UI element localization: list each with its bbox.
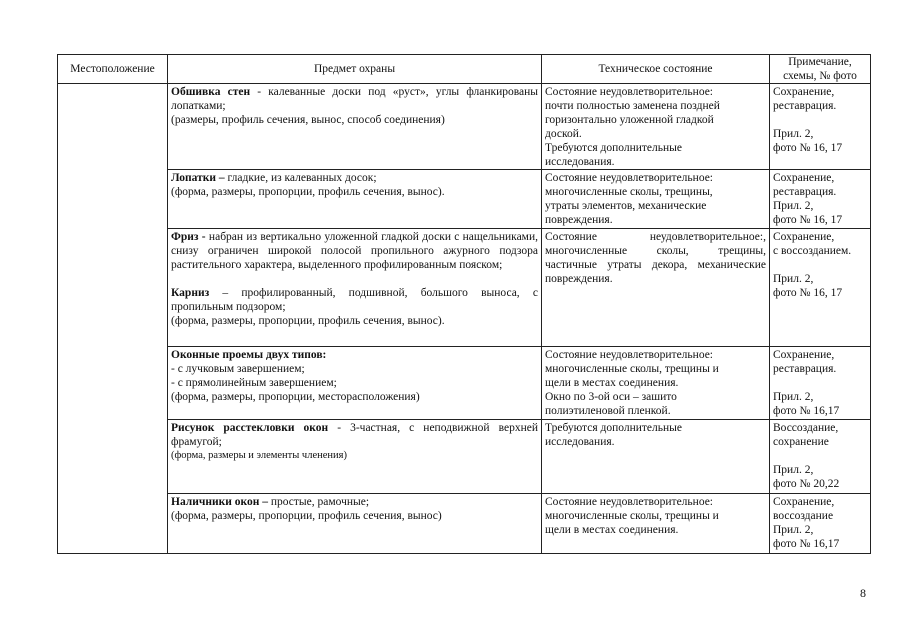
- note-cell: [770, 84, 871, 170]
- note-cell: [770, 420, 871, 494]
- note-line: фото № 16, 17: [773, 142, 843, 154]
- note-line: фото № 16,17: [773, 405, 840, 417]
- condition-cell: [542, 229, 770, 347]
- subject-line: (форма, размеры, пропорции, месторасположения): [171, 391, 420, 403]
- condition-line: Окно по 3-ой оси – зашито: [545, 391, 677, 403]
- subject-cell: [168, 229, 542, 347]
- subject-title: Обшивка стен: [171, 86, 251, 98]
- note-line: Сохранение,: [773, 86, 835, 98]
- condition-cell: [542, 84, 770, 170]
- condition-cell: [542, 347, 770, 420]
- condition-line: доской.: [545, 128, 582, 140]
- subject-title: Наличники окон –: [171, 496, 268, 508]
- condition-line: повреждения.: [545, 214, 613, 226]
- note-line: Прил. 2,: [773, 200, 814, 212]
- condition-line: исследования.: [545, 436, 615, 448]
- subject-params: (размеры, профиль сечения, вынос, способ соединения): [171, 114, 445, 126]
- subject-text: простые, рамочные;: [267, 496, 370, 508]
- condition-line: щели в местах соединения.: [545, 377, 679, 389]
- subject-cell: [168, 420, 542, 494]
- subject-params: (форма, размеры, пропорции, профиль сечения, вынос).: [171, 186, 445, 198]
- condition-cell: [542, 494, 770, 554]
- note-cell: [770, 170, 871, 229]
- note-line: сохранение: [773, 436, 829, 448]
- condition-line: горизонтально уложенной гладкой: [545, 114, 714, 126]
- note-cell: [770, 347, 871, 420]
- subject-params: (форма, размеры, пропорции, профиль сечения, вынос).: [171, 315, 445, 327]
- table-row: [58, 494, 871, 554]
- subject-cell: [168, 84, 542, 170]
- condition-line: почти полностью заменена поздней: [545, 100, 720, 112]
- subject-cell: [168, 494, 542, 554]
- note-line: с воссозданием.: [773, 245, 852, 257]
- note-line: Прил. 2,: [773, 391, 814, 403]
- condition-line: щели в местах соединения.: [545, 524, 679, 536]
- note-line: Сохранение,: [773, 172, 835, 184]
- subject-text: - 3-частная, с неподвижной верхней фрамугой;: [171, 422, 538, 448]
- condition-line: Состояние неудовлетворительное:: [545, 86, 714, 98]
- condition-line: Состояние неудовлетворительное:: [545, 496, 714, 508]
- note-line: фото № 16, 17: [773, 214, 843, 226]
- table-row: [58, 84, 871, 170]
- protection-table: [57, 54, 871, 554]
- table-row: [58, 170, 871, 229]
- note-line: Сохранение,: [773, 496, 835, 508]
- subject-title: Лопатки –: [171, 172, 225, 184]
- subject-params: (форма, размеры и элементы членения): [171, 450, 347, 461]
- subject-title: Фриз -: [171, 231, 206, 243]
- subject-text: - калеванные доски под «руст», углы фланкированы лопатками;: [171, 86, 538, 112]
- note-line: воссоздание: [773, 510, 834, 522]
- subject-line: - с лучковым завершением;: [171, 363, 305, 375]
- note-line: Сохранение,: [773, 349, 835, 361]
- subject-cell: [168, 170, 542, 229]
- subject-title-2: Карниз: [171, 287, 210, 299]
- note-line: Сохранение,: [773, 231, 835, 243]
- note-line: Прил. 2,: [773, 464, 814, 476]
- note-line: реставрация.: [773, 100, 837, 112]
- table-header-row: [58, 55, 871, 84]
- condition-line: Требуются дополнительные: [545, 142, 682, 154]
- subject-line: - с прямолинейным завершением;: [171, 377, 337, 389]
- header-condition: Техническое состояние: [542, 55, 770, 84]
- note-line: фото № 16, 17: [773, 287, 843, 299]
- location-cell: [58, 84, 168, 554]
- subject-title: Оконные проемы двух типов:: [171, 349, 327, 361]
- condition-text: Состояние неудовлетворительное:, многочисленные сколы, трещины, частичные утраты декора, механические повреждения.: [545, 231, 766, 285]
- condition-line: исследования.: [545, 156, 615, 168]
- note-line: Прил. 2,: [773, 128, 814, 140]
- condition-line: многочисленные сколы, трещины и: [545, 363, 719, 375]
- subject-text-2: – профилированный, подшивной, большого выноса, с пропильным подзором;: [171, 287, 538, 313]
- subject-title: Рисунок расстекловки окон: [171, 422, 329, 434]
- condition-line: многочисленные сколы, трещины и: [545, 510, 719, 522]
- note-cell: [770, 494, 871, 554]
- condition-cell: [542, 170, 770, 229]
- note-line: Прил. 2,: [773, 273, 814, 285]
- table-row: [58, 420, 871, 494]
- note-line: Воссоздание,: [773, 422, 839, 434]
- condition-line: полиэтиленовой пленкой.: [545, 405, 671, 417]
- condition-cell: [542, 420, 770, 494]
- subject-params: (форма, размеры, пропорции, профиль сечения, вынос): [171, 510, 442, 522]
- note-line: Прил. 2,: [773, 524, 814, 536]
- header-subject: Предмет охраны: [168, 55, 542, 84]
- subject-cell: [168, 347, 542, 420]
- subject-text: набран из вертикально уложенной гладкой доски с нащельниками, снизу ограничен широкой полосой пропильного ажурного подзора растительного характера, выделенного профилированным пояском;: [171, 231, 538, 271]
- page-number: 8: [860, 586, 866, 600]
- note-line: реставрация.: [773, 363, 837, 375]
- note-line: фото № 20,22: [773, 478, 840, 490]
- header-note: Примечание, схемы, № фото: [770, 55, 871, 84]
- note-line: фото № 16,17: [773, 538, 840, 550]
- condition-line: Требуются дополнительные: [545, 422, 682, 434]
- condition-line: утраты элементов, механические: [545, 200, 707, 212]
- condition-line: Состояние неудовлетворительное:: [545, 172, 714, 184]
- table-row: [58, 347, 871, 420]
- subject-text: гладкие, из калеванных досок;: [224, 172, 377, 184]
- header-location: Местоположение: [58, 55, 168, 84]
- condition-line: многочисленные сколы, трещины,: [545, 186, 713, 198]
- table-row: [58, 229, 871, 347]
- note-cell: [770, 229, 871, 347]
- condition-line: Состояние неудовлетворительное:: [545, 349, 714, 361]
- note-line: реставрация.: [773, 186, 837, 198]
